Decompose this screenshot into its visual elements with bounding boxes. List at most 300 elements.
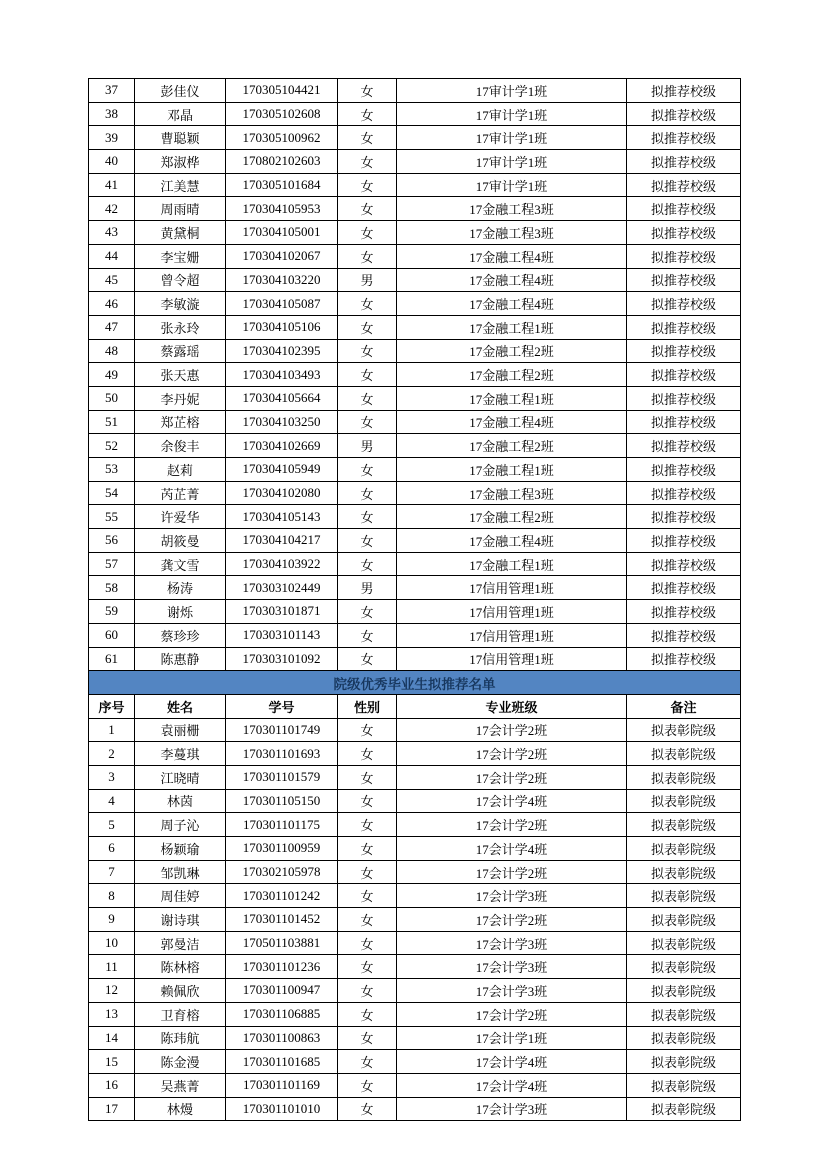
table-row [89, 647, 741, 671]
cell-gender: 女 [338, 150, 397, 174]
cell-index: 43 [89, 221, 135, 245]
cell-index: 2 [89, 742, 135, 766]
cell-gender: 女 [338, 955, 397, 979]
table-row [89, 1097, 741, 1121]
cell-gender: 女 [338, 600, 397, 624]
cell-name: 彭佳仪 [135, 79, 226, 103]
cell-remark: 拟表彰院级 [627, 1050, 741, 1074]
cell-index: 45 [89, 268, 135, 292]
cell-gender: 女 [338, 718, 397, 742]
cell-class: 17会计学2班 [397, 1002, 627, 1026]
cell-remark: 拟表彰院级 [627, 1026, 741, 1050]
cell-student-id: 170303101092 [226, 647, 338, 671]
cell-gender: 女 [338, 292, 397, 316]
cell-gender: 女 [338, 647, 397, 671]
cell-student-id: 170304102669 [226, 434, 338, 458]
cell-remark: 拟推荐校级 [627, 102, 741, 126]
table-row [89, 386, 741, 410]
cell-remark: 拟推荐校级 [627, 647, 741, 671]
cell-remark: 拟表彰院级 [627, 742, 741, 766]
cell-student-id: 170301101242 [226, 884, 338, 908]
cell-gender: 女 [338, 386, 397, 410]
cell-class: 17会计学2班 [397, 908, 627, 932]
cell-index: 61 [89, 647, 135, 671]
cell-index: 14 [89, 1026, 135, 1050]
table-row [89, 789, 741, 813]
table-row [89, 884, 741, 908]
cell-name: 李宝姗 [135, 244, 226, 268]
table-row [89, 529, 741, 553]
cell-index: 59 [89, 600, 135, 624]
cell-student-id: 170304102067 [226, 244, 338, 268]
cell-gender: 女 [338, 529, 397, 553]
cell-remark: 拟表彰院级 [627, 1097, 741, 1121]
cell-remark: 拟表彰院级 [627, 1002, 741, 1026]
cell-gender: 女 [338, 410, 397, 434]
section2-rows [89, 718, 741, 1121]
cell-student-id: 170305101684 [226, 173, 338, 197]
section2-title-row [89, 671, 741, 695]
cell-student-id: 170304105664 [226, 386, 338, 410]
table-row [89, 292, 741, 316]
cell-remark: 拟表彰院级 [627, 860, 741, 884]
cell-name: 袁丽栅 [135, 718, 226, 742]
cell-student-id: 170301101175 [226, 813, 338, 837]
cell-name: 张永玲 [135, 315, 226, 339]
cell-remark: 拟推荐校级 [627, 481, 741, 505]
cell-remark: 拟推荐校级 [627, 315, 741, 339]
cell-class: 17会计学2班 [397, 718, 627, 742]
cell-remark: 拟表彰院级 [627, 789, 741, 813]
cell-index: 58 [89, 576, 135, 600]
cell-index: 56 [89, 529, 135, 553]
table-row [89, 434, 741, 458]
cell-name: 周佳婷 [135, 884, 226, 908]
cell-remark: 拟推荐校级 [627, 363, 741, 387]
cell-student-id: 170304105949 [226, 458, 338, 482]
cell-name: 杨涛 [135, 576, 226, 600]
cell-gender: 女 [338, 552, 397, 576]
cell-class: 17审计学1班 [397, 173, 627, 197]
table-row [89, 576, 741, 600]
cell-index: 6 [89, 837, 135, 861]
cell-name: 曹聪颖 [135, 126, 226, 150]
cell-remark: 拟表彰院级 [627, 718, 741, 742]
cell-student-id: 170304103922 [226, 552, 338, 576]
cell-class: 17审计学1班 [397, 150, 627, 174]
cell-remark: 拟推荐校级 [627, 458, 741, 482]
col-header-class: 专业班级 [397, 694, 627, 718]
cell-remark: 拟推荐校级 [627, 150, 741, 174]
cell-name: 蔡露瑶 [135, 339, 226, 363]
cell-class: 17金融工程3班 [397, 481, 627, 505]
cell-name: 郑淑桦 [135, 150, 226, 174]
cell-gender: 女 [338, 979, 397, 1003]
table-row [89, 244, 741, 268]
cell-student-id: 170303101871 [226, 600, 338, 624]
cell-remark: 拟推荐校级 [627, 244, 741, 268]
cell-index: 47 [89, 315, 135, 339]
cell-name: 郑芷榕 [135, 410, 226, 434]
cell-remark: 拟表彰院级 [627, 908, 741, 932]
cell-gender: 女 [338, 1002, 397, 1026]
cell-class: 17会计学2班 [397, 813, 627, 837]
cell-name: 谢烁 [135, 600, 226, 624]
cell-class: 17会计学3班 [397, 884, 627, 908]
col-header-student-id: 学号 [226, 694, 338, 718]
cell-remark: 拟推荐校级 [627, 505, 741, 529]
cell-remark: 拟推荐校级 [627, 623, 741, 647]
cell-remark: 拟表彰院级 [627, 813, 741, 837]
table-row [89, 410, 741, 434]
cell-remark: 拟表彰院级 [627, 1073, 741, 1097]
cell-student-id: 170305104421 [226, 79, 338, 103]
cell-index: 54 [89, 481, 135, 505]
cell-gender: 女 [338, 931, 397, 955]
cell-class: 17会计学4班 [397, 1073, 627, 1097]
cell-index: 57 [89, 552, 135, 576]
cell-remark: 拟推荐校级 [627, 576, 741, 600]
column-header-row [89, 694, 741, 718]
cell-gender: 女 [338, 458, 397, 482]
cell-student-id: 170305102608 [226, 102, 338, 126]
col-header-remark: 备注 [627, 694, 741, 718]
cell-student-id: 170304105106 [226, 315, 338, 339]
table-row [89, 718, 741, 742]
cell-index: 1 [89, 718, 135, 742]
cell-index: 42 [89, 197, 135, 221]
cell-class: 17金融工程2班 [397, 363, 627, 387]
cell-index: 17 [89, 1097, 135, 1121]
section2-title: 院级优秀毕业生拟推荐名单 [89, 671, 741, 695]
cell-index: 52 [89, 434, 135, 458]
table-row [89, 339, 741, 363]
table-row [89, 126, 741, 150]
cell-student-id: 170301101010 [226, 1097, 338, 1121]
table-row [89, 837, 741, 861]
cell-gender: 女 [338, 1050, 397, 1074]
cell-gender: 女 [338, 126, 397, 150]
cell-name: 张天惠 [135, 363, 226, 387]
cell-name: 黄黛桐 [135, 221, 226, 245]
cell-student-id: 170301105150 [226, 789, 338, 813]
cell-class: 17金融工程4班 [397, 292, 627, 316]
cell-remark: 拟推荐校级 [627, 529, 741, 553]
cell-index: 44 [89, 244, 135, 268]
cell-index: 51 [89, 410, 135, 434]
cell-index: 53 [89, 458, 135, 482]
cell-class: 17会计学1班 [397, 1026, 627, 1050]
cell-student-id: 170301101579 [226, 765, 338, 789]
cell-gender: 女 [338, 860, 397, 884]
cell-class: 17会计学2班 [397, 860, 627, 884]
table-row [89, 481, 741, 505]
table-row [89, 505, 741, 529]
cell-remark: 拟表彰院级 [627, 837, 741, 861]
cell-index: 10 [89, 931, 135, 955]
cell-student-id: 170301101749 [226, 718, 338, 742]
cell-gender: 女 [338, 1026, 397, 1050]
cell-class: 17金融工程1班 [397, 552, 627, 576]
table-row [89, 1002, 741, 1026]
cell-index: 60 [89, 623, 135, 647]
cell-remark: 拟表彰院级 [627, 979, 741, 1003]
cell-class: 17金融工程3班 [397, 197, 627, 221]
cell-class: 17金融工程2班 [397, 339, 627, 363]
cell-remark: 拟推荐校级 [627, 173, 741, 197]
table-row [89, 363, 741, 387]
table-row [89, 458, 741, 482]
cell-gender: 女 [338, 102, 397, 126]
cell-name: 邹凯琳 [135, 860, 226, 884]
cell-gender: 女 [338, 1097, 397, 1121]
cell-student-id: 170304103220 [226, 268, 338, 292]
cell-gender: 女 [338, 173, 397, 197]
cell-remark: 拟推荐校级 [627, 600, 741, 624]
cell-gender: 女 [338, 505, 397, 529]
cell-student-id: 170305100962 [226, 126, 338, 150]
cell-name: 杨颖瑜 [135, 837, 226, 861]
cell-remark: 拟推荐校级 [627, 126, 741, 150]
cell-gender: 男 [338, 576, 397, 600]
cell-student-id: 170304103250 [226, 410, 338, 434]
cell-student-id: 170301100959 [226, 837, 338, 861]
cell-remark: 拟表彰院级 [627, 765, 741, 789]
cell-gender: 女 [338, 908, 397, 932]
cell-remark: 拟推荐校级 [627, 386, 741, 410]
cell-name: 胡筱曼 [135, 529, 226, 553]
cell-gender: 女 [338, 221, 397, 245]
cell-index: 55 [89, 505, 135, 529]
cell-student-id: 170301100947 [226, 979, 338, 1003]
cell-name: 陈金漫 [135, 1050, 226, 1074]
cell-name: 龚文雪 [135, 552, 226, 576]
cell-class: 17金融工程4班 [397, 268, 627, 292]
cell-class: 17金融工程1班 [397, 458, 627, 482]
table-row [89, 908, 741, 932]
table-row [89, 150, 741, 174]
cell-student-id: 170301101685 [226, 1050, 338, 1074]
cell-class: 17信用管理1班 [397, 600, 627, 624]
cell-name: 卫育榕 [135, 1002, 226, 1026]
cell-index: 7 [89, 860, 135, 884]
cell-gender: 女 [338, 765, 397, 789]
cell-class: 17会计学4班 [397, 1050, 627, 1074]
cell-gender: 女 [338, 1073, 397, 1097]
cell-name: 谢诗琪 [135, 908, 226, 932]
cell-gender: 男 [338, 434, 397, 458]
cell-gender: 女 [338, 623, 397, 647]
table-row [89, 742, 741, 766]
cell-gender: 女 [338, 481, 397, 505]
table-row [89, 173, 741, 197]
cell-class: 17会计学3班 [397, 1097, 627, 1121]
cell-student-id: 170301101236 [226, 955, 338, 979]
cell-student-id: 170304102080 [226, 481, 338, 505]
cell-name: 余俊丰 [135, 434, 226, 458]
cell-index: 40 [89, 150, 135, 174]
cell-gender: 女 [338, 197, 397, 221]
table-row [89, 221, 741, 245]
cell-student-id: 170304104217 [226, 529, 338, 553]
cell-class: 17会计学3班 [397, 979, 627, 1003]
cell-class: 17信用管理1班 [397, 576, 627, 600]
cell-student-id: 170302105978 [226, 860, 338, 884]
cell-student-id: 170301101169 [226, 1073, 338, 1097]
cell-index: 38 [89, 102, 135, 126]
cell-remark: 拟推荐校级 [627, 434, 741, 458]
cell-name: 林茵 [135, 789, 226, 813]
cell-name: 李蔓琪 [135, 742, 226, 766]
cell-remark: 拟推荐校级 [627, 339, 741, 363]
cell-name: 陈林榕 [135, 955, 226, 979]
cell-student-id: 170301106885 [226, 1002, 338, 1026]
cell-gender: 女 [338, 742, 397, 766]
col-header-name: 姓名 [135, 694, 226, 718]
cell-class: 17会计学2班 [397, 742, 627, 766]
cell-gender: 女 [338, 315, 397, 339]
table-row [89, 552, 741, 576]
cell-name: 邓晶 [135, 102, 226, 126]
cell-class: 17金融工程3班 [397, 221, 627, 245]
cell-class: 17金融工程1班 [397, 386, 627, 410]
cell-class: 17会计学3班 [397, 955, 627, 979]
cell-gender: 女 [338, 837, 397, 861]
cell-student-id: 170304105001 [226, 221, 338, 245]
cell-class: 17金融工程4班 [397, 244, 627, 268]
cell-index: 41 [89, 173, 135, 197]
table-row [89, 1073, 741, 1097]
cell-index: 50 [89, 386, 135, 410]
cell-remark: 拟推荐校级 [627, 79, 741, 103]
cell-index: 39 [89, 126, 135, 150]
cell-student-id: 170304105953 [226, 197, 338, 221]
cell-index: 3 [89, 765, 135, 789]
cell-index: 12 [89, 979, 135, 1003]
cell-gender: 男 [338, 268, 397, 292]
table-row [89, 813, 741, 837]
cell-name: 周子沁 [135, 813, 226, 837]
cell-remark: 拟推荐校级 [627, 197, 741, 221]
cell-class: 17金融工程2班 [397, 505, 627, 529]
cell-student-id: 170301101452 [226, 908, 338, 932]
cell-name: 江晓晴 [135, 765, 226, 789]
cell-class: 17会计学3班 [397, 931, 627, 955]
cell-student-id: 170304105143 [226, 505, 338, 529]
cell-index: 5 [89, 813, 135, 837]
cell-name: 李丹妮 [135, 386, 226, 410]
table-row [89, 931, 741, 955]
cell-index: 16 [89, 1073, 135, 1097]
cell-student-id: 170802102603 [226, 150, 338, 174]
cell-name: 周雨晴 [135, 197, 226, 221]
cell-remark: 拟表彰院级 [627, 955, 741, 979]
cell-name: 赖佩欣 [135, 979, 226, 1003]
cell-student-id: 170303101143 [226, 623, 338, 647]
table-row [89, 860, 741, 884]
cell-student-id: 170301101693 [226, 742, 338, 766]
cell-class: 17审计学1班 [397, 102, 627, 126]
cell-class: 17信用管理1班 [397, 647, 627, 671]
cell-name: 李敏漩 [135, 292, 226, 316]
cell-gender: 女 [338, 884, 397, 908]
table-row [89, 1050, 741, 1074]
cell-remark: 拟表彰院级 [627, 931, 741, 955]
cell-gender: 女 [338, 363, 397, 387]
cell-gender: 女 [338, 789, 397, 813]
table-row [89, 268, 741, 292]
cell-name: 曾令超 [135, 268, 226, 292]
table-row [89, 197, 741, 221]
table-row [89, 79, 741, 103]
cell-index: 8 [89, 884, 135, 908]
cell-index: 15 [89, 1050, 135, 1074]
cell-index: 37 [89, 79, 135, 103]
cell-index: 13 [89, 1002, 135, 1026]
col-header-index: 序号 [89, 694, 135, 718]
cell-student-id: 170501103881 [226, 931, 338, 955]
table-row [89, 765, 741, 789]
cell-gender: 女 [338, 813, 397, 837]
cell-class: 17金融工程1班 [397, 315, 627, 339]
table-row [89, 979, 741, 1003]
cell-class: 17信用管理1班 [397, 623, 627, 647]
cell-gender: 女 [338, 79, 397, 103]
cell-class: 17会计学2班 [397, 765, 627, 789]
cell-student-id: 170304105087 [226, 292, 338, 316]
col-header-gender: 性别 [338, 694, 397, 718]
cell-student-id: 170304103493 [226, 363, 338, 387]
cell-index: 4 [89, 789, 135, 813]
cell-name: 蔡珍珍 [135, 623, 226, 647]
cell-class: 17金融工程4班 [397, 410, 627, 434]
cell-gender: 女 [338, 244, 397, 268]
cell-class: 17金融工程2班 [397, 434, 627, 458]
cell-index: 46 [89, 292, 135, 316]
cell-name: 吴燕菁 [135, 1073, 226, 1097]
graduates-table [88, 78, 741, 1121]
cell-name: 芮芷菁 [135, 481, 226, 505]
cell-student-id: 170304102395 [226, 339, 338, 363]
cell-index: 48 [89, 339, 135, 363]
cell-index: 9 [89, 908, 135, 932]
table-row [89, 600, 741, 624]
table-row [89, 623, 741, 647]
cell-name: 江美慧 [135, 173, 226, 197]
cell-student-id: 170303102449 [226, 576, 338, 600]
table-row [89, 1026, 741, 1050]
cell-remark: 拟推荐校级 [627, 221, 741, 245]
cell-name: 许爱华 [135, 505, 226, 529]
cell-name: 郭曼洁 [135, 931, 226, 955]
cell-class: 17金融工程4班 [397, 529, 627, 553]
cell-student-id: 170301100863 [226, 1026, 338, 1050]
cell-index: 49 [89, 363, 135, 387]
cell-name: 陈玮航 [135, 1026, 226, 1050]
cell-remark: 拟推荐校级 [627, 552, 741, 576]
cell-name: 陈惠静 [135, 647, 226, 671]
table-row [89, 102, 741, 126]
cell-gender: 女 [338, 339, 397, 363]
cell-name: 林熳 [135, 1097, 226, 1121]
cell-index: 11 [89, 955, 135, 979]
table-row [89, 955, 741, 979]
cell-remark: 拟推荐校级 [627, 292, 741, 316]
cell-class: 17会计学4班 [397, 789, 627, 813]
cell-remark: 拟推荐校级 [627, 410, 741, 434]
cell-remark: 拟表彰院级 [627, 884, 741, 908]
cell-name: 赵莉 [135, 458, 226, 482]
